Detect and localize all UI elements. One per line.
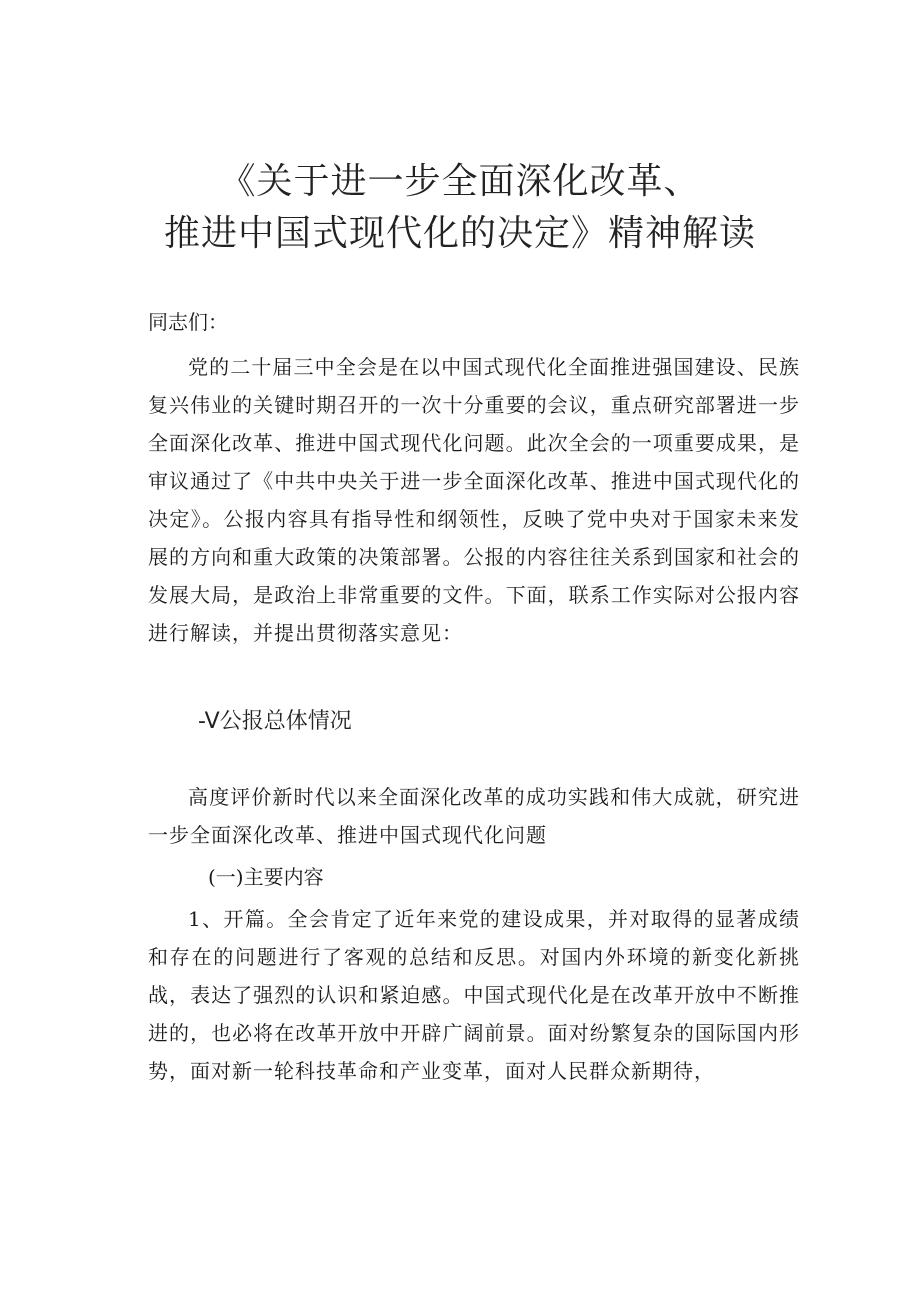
document-title-line-1: 《关于进一步全面深化改革、 <box>219 161 701 202</box>
section-heading: -V公报总体情况 <box>198 709 352 734</box>
intro-paragraph: 党的二十届三中全会是在以中国式现代化全面推进强国建设、民族复兴伟业的关键时期召开的一次十分重要的会议，重点研究部署进一步全面深化改革、推进中国式现代化问题。此次全会的一项重要成果，是审议通过了《中共中央关于进一步全面深化改革、推进中国式现代化的决定》。公报内容具有指导性和纲领性，反映了党中央对于国家未来发展的方向和重大政策的决策部署。公报的内容往往关系到国家和社会的发展大局，是政治上非常重要的文件。下面，联系工作实际对公报内容进行解读，并提出贯彻落实意见： <box>148 355 800 645</box>
salutation: 同志们： <box>148 310 228 334</box>
subsection-heading: (一)主要内容 <box>208 865 324 889</box>
document-title-line-2: 推进中国式现代化的决定》精神解读 <box>163 213 756 254</box>
opening-paragraph: 1、开篇。全会肯定了近年来党的建设成果，并对取得的显著成绩和存在的问题进行了客观的总结和反思。对国内外环境的新变化新挑战，表达了强烈的认识和紧迫感。中国式现代化是在改革开放中不断推进的，也必将在改革开放中开辟广阔前景。面对纷繁复杂的国际国内形势，面对新一轮科技革命和产业变革，面对人民群众新期待， <box>148 907 800 1083</box>
section-summary-paragraph: 高度评价新时代以来全面深化改革的成功实践和伟大成就，研究进一步全面深化改革、推进中国式现代化问题 <box>148 785 800 847</box>
